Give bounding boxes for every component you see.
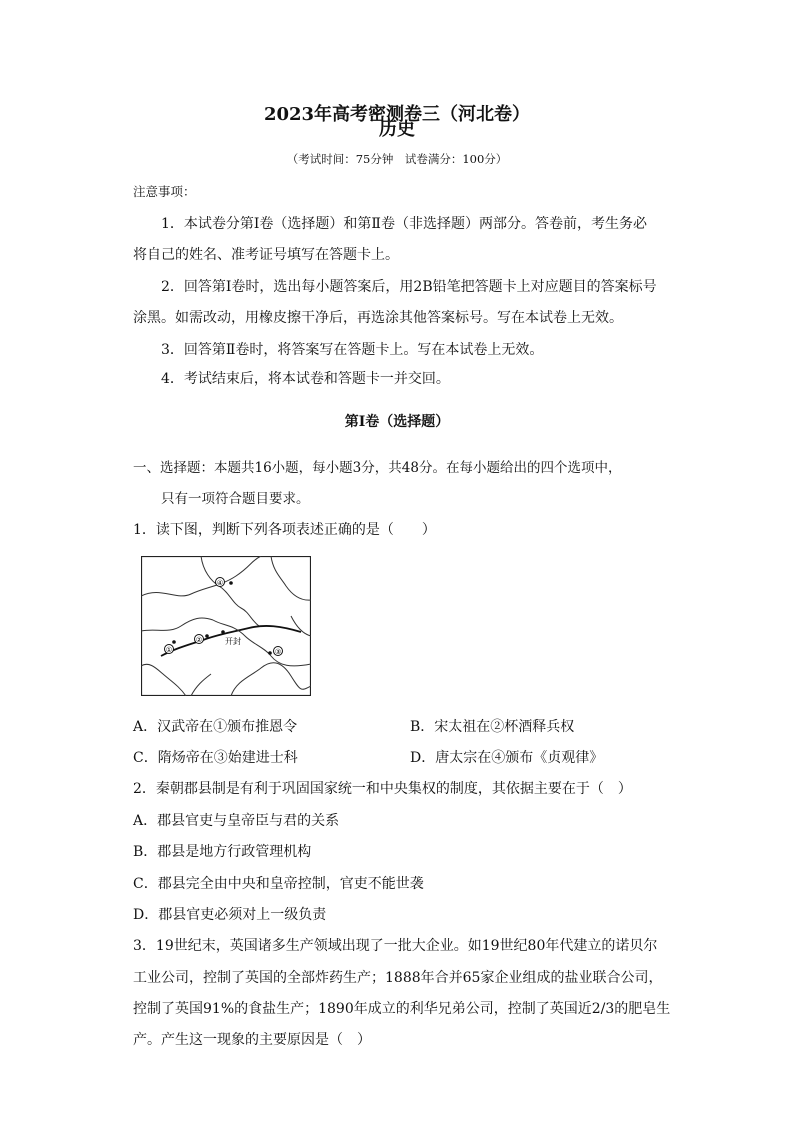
q1-option-b[interactable]: B．宋太祖在②杯酒释兵权 [410,719,575,735]
q1-option-d[interactable]: D．唐太宗在④颁布《贞观律》 [410,750,604,766]
marker-3-label: ③ [274,648,282,656]
q3-text-line-4: 产。产生这一现象的主要原因是（ ） [133,1032,371,1048]
q2-option-a[interactable]: A．郡县官吏与皇帝臣与君的关系 [133,813,340,829]
map-figure [141,556,311,696]
q1-option-a[interactable]: A．汉武帝在①颁布推恩令 [133,719,298,735]
section-instruction: 一、选择题：本题共16小题，每小题3分，共48分。在每小题给出的四个选项中， [133,460,622,476]
q2-option-c[interactable]: C．郡县完全由中央和皇帝控制，官吏不能世袭 [133,876,424,892]
page-title: 2023年高考密测卷三（河北卷） [263,104,531,125]
q3-text-line-3: 控制了英国91%的食盐生产；1890年成立的利华兄弟公司，控制了英国近2/3的肥皂生 [133,1001,671,1017]
notice-item-2-cont: 涂黑。如需改动，用橡皮擦干净后，再选涂其他答案标号。写在本试卷上无效。 [133,310,623,326]
q1-option-c[interactable]: C．隋炀帝在③始建进士科 [133,750,298,766]
city-dot [221,630,225,634]
subject-title: 历史 [379,119,415,140]
marker-1-label: ① [165,646,173,654]
section-instruction-cont: 只有一项符合题目要求。 [161,491,310,507]
marker-2-label: ② [195,636,203,644]
q3-text-line-1: 3．19世纪末，英国诸多生产领域出现了一批大企业。如19世纪80年代建立的诺贝尔 [133,938,658,954]
city-label: 开封 [225,637,241,646]
notice-item-3: 3．回答第Ⅱ卷时，将答案写在答题卡上。写在本试卷上无效。 [161,342,544,358]
q2-option-d[interactable]: D．郡县官吏必须对上一级负责 [133,907,327,923]
notice-item-2: 2．回答第Ⅰ卷时，选出每小题答案后，用2B铅笔把答题卡上对应题目的答案标号 [161,279,657,295]
section-title: 第Ⅰ卷（选择题） [344,414,450,430]
q1-stem: 1．读下图，判断下列各项表述正确的是（ ） [133,522,436,538]
q2-option-b[interactable]: B．郡县是地方行政管理机构 [133,844,312,860]
notice-item-1: 1．本试卷分第Ⅰ卷（选择题）和第Ⅱ卷（非选择题）两部分。答卷前，考生务必 [161,216,647,232]
notice-heading: 注意事项： [133,184,196,199]
exam-info: （考试时间：75分钟 试卷满分：100分） [286,152,508,166]
notice-item-1-cont: 将自己的姓名、准考证号填写在答题卡上。 [133,247,399,263]
q2-stem: 2．秦朝郡县制是有利于巩固国家统一和中央集权的制度，其依据主要在于（ ） [133,781,632,797]
q3-text-line-2: 工业公司，控制了英国的全部炸药生产；1888年合并65家企业组成的盐业联合公司， [133,970,663,986]
q1-map [141,556,311,696]
marker-4-label: ④ [216,579,224,587]
notice-item-4: 4．考试结束后，将本试卷和答题卡一并交回。 [161,371,450,387]
